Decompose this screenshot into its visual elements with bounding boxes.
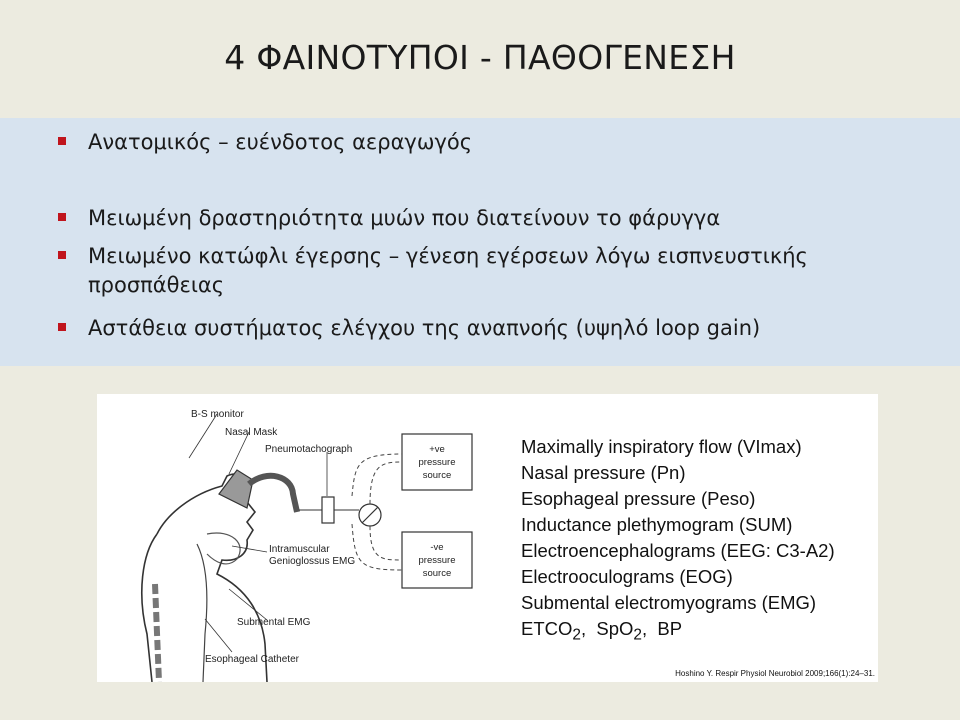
label-esophageal-catheter: Esophageal Catheter (205, 654, 299, 665)
bullet-band (0, 118, 960, 366)
measurement-item: Inductance plethymogram (SUM) (521, 514, 793, 535)
measurement-item: Electroencephalograms (EEG: C3-A2) (521, 540, 835, 561)
dashed-connector (352, 524, 402, 570)
leader-line (205, 619, 232, 652)
measurement-list (521, 434, 835, 649)
bullet-text: Αστάθεια συστήματος ελέγχου της αναπνοής (υψηλό loop gain) (88, 316, 761, 340)
etco-subscript: 2 (572, 626, 581, 644)
measurement-item-etco2-spo2-bp (521, 616, 835, 649)
dashed-connector (352, 454, 402, 496)
leader-line (229, 589, 267, 620)
measurement-item: Electrooculograms (EOG) (521, 566, 733, 587)
slide-title: 4 ΦΑΙΝΟΤΥΠΟΙ - ΠΑΘΟΓΕΝΕΣΗ (224, 38, 736, 77)
neg-source-line-3: source (422, 568, 452, 579)
setup-diagram (97, 394, 517, 682)
leader-line (229, 432, 249, 474)
separator: , (642, 618, 658, 639)
pos-source-line-3: source (422, 470, 452, 481)
label-intramuscular-1: Intramuscular (269, 544, 330, 555)
citation: Hoshino Y. Respir Physiol Neurobiol 2009;166(1):24–31. (675, 669, 875, 678)
spo-text: SpO (596, 618, 634, 639)
spo-subscript: 2 (633, 626, 642, 644)
head-profile (157, 474, 267, 682)
neg-source-line-2: pressure (418, 555, 456, 566)
bp-text: BP (657, 618, 683, 639)
label-nasal-mask: Nasal Mask (225, 427, 278, 438)
bullet-square-icon (58, 323, 66, 331)
nasal-mask-icon (219, 470, 253, 508)
bullet-square-icon (58, 213, 66, 221)
bullet-text: Ανατομικός – ευένδοτος αεραγωγός (88, 130, 473, 154)
bullet-item (58, 128, 918, 157)
dashed-connector (370, 462, 402, 504)
bullet-item (58, 314, 918, 343)
polysomnography-figure (97, 394, 878, 682)
etco-text: ETCO (521, 618, 573, 639)
mask-tube (249, 476, 297, 512)
label-pneumotachograph: Pneumotachograph (265, 444, 353, 455)
label-bs-monitor: B-S monitor (191, 409, 244, 420)
pos-source-line-2: pressure (418, 457, 456, 468)
measurement-item: Nasal pressure (Pn) (521, 462, 686, 483)
separator: , (580, 618, 597, 639)
leader-line (232, 546, 267, 552)
pneumotachograph-icon (322, 497, 334, 523)
dashed-connector (370, 526, 402, 560)
leader-line (189, 414, 217, 458)
bullet-item (58, 204, 918, 233)
measurement-item: Esophageal pressure (Peso) (521, 488, 756, 509)
neg-source-line-1: -ve (430, 542, 444, 553)
bullet-square-icon (58, 251, 66, 259)
bullet-square-icon (58, 137, 66, 145)
bullet-item (58, 242, 918, 300)
measurement-item: Submental electromyograms (EMG) (521, 592, 817, 613)
bullet-text: Μειωμένη δραστηριότητα μυών που διατείνουν το φάρυγγα (88, 206, 721, 230)
spine (155, 584, 159, 682)
label-submental-emg: Submental EMG (237, 617, 311, 628)
pos-source-line-1: +ve (429, 444, 445, 455)
measurement-item: Maximally inspiratory flow (VImax) (521, 436, 802, 457)
label-intramuscular-2: Genioglossus EMG (269, 556, 356, 567)
bullet-text: Μειωμένο κατώφλι έγερσης – γένεση εγέρσεων λόγω εισπνευστικής προσπάθειας (88, 244, 808, 297)
